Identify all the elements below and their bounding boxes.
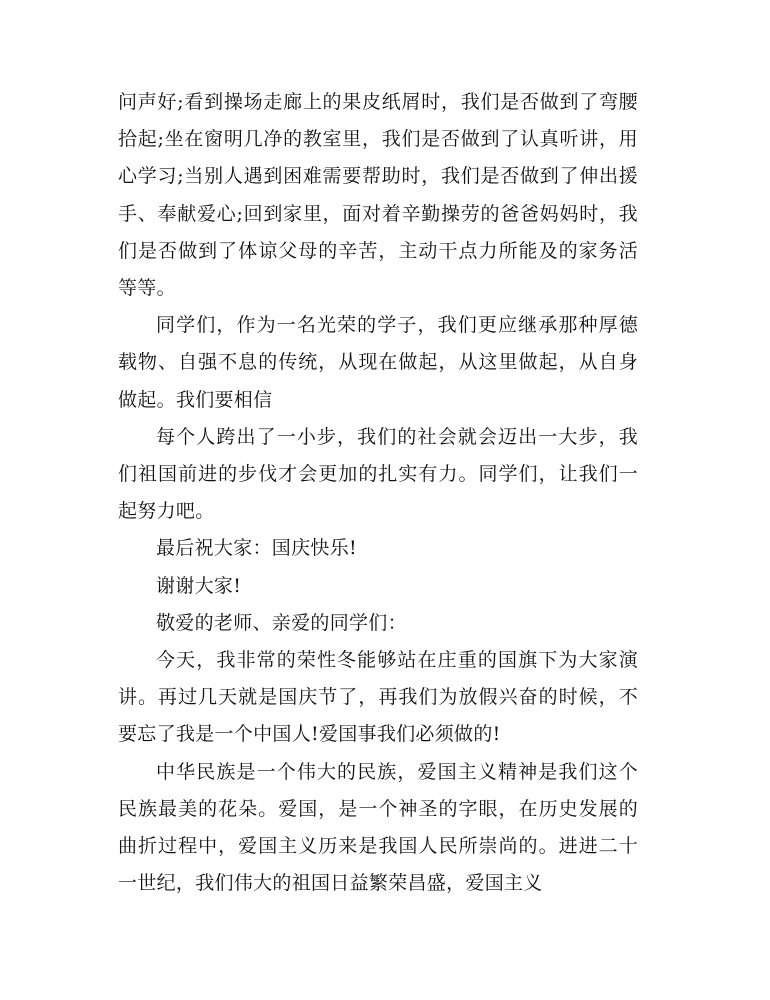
paragraph-1: 问声好;看到操场走廊上的果皮纸屑时，我们是否做到了弯腰拾起;坐在窗明几净的教室里，我们是否做到了认真听讲，用心学习;当别人遇到困难需要帮助时，我们是否做到了伸出援手、奉献爱心;回到家里，面对着辛勤操劳的爸爸妈妈时，我们是否做到了体谅父母的辛苦，主动干点力所能及的家务活等等。 (118, 91, 638, 300)
paragraph-6: 敬爱的老师、亲爱的同学们： (156, 611, 407, 634)
paragraph-7: 今天，我非常的荣性冬能够站在庄重的国旗下为大家演讲。再过几天就是国庆节了，再我们为放假兴奋的时候，不要忘了我是一个中国人!爱国事我们必须做的! (118, 649, 638, 746)
paragraph-5: 谢谢大家! (156, 574, 242, 597)
paragraph-4: 最后祝大家：国庆快乐! (156, 537, 357, 560)
paragraph-3: 每个人跨出了一小步，我们的社会就会迈出一大步，我们祖国前进的步伐才会更加的扎实有力。同学们，让我们一起努力吧。 (118, 425, 638, 523)
paragraph-8: 中华民族是一个伟大的民族，爱国主义精神是我们这个民族最美的花朵。爱国，是一个神圣的字眼，在历史发展的曲折过程中，爱国主义历来是我国人民所崇尚的。进进二十一世纪，我们伟大的祖国日益繁荣昌盛，爱国主义 (118, 760, 638, 895)
document-body (118, 84, 638, 902)
paragraph-2: 同学们，作为一名光荣的学子，我们更应继承那种厚德载物、自强不息的传统，从现在做起，从这里做起，从自身做起。我们要相信 (118, 314, 638, 411)
